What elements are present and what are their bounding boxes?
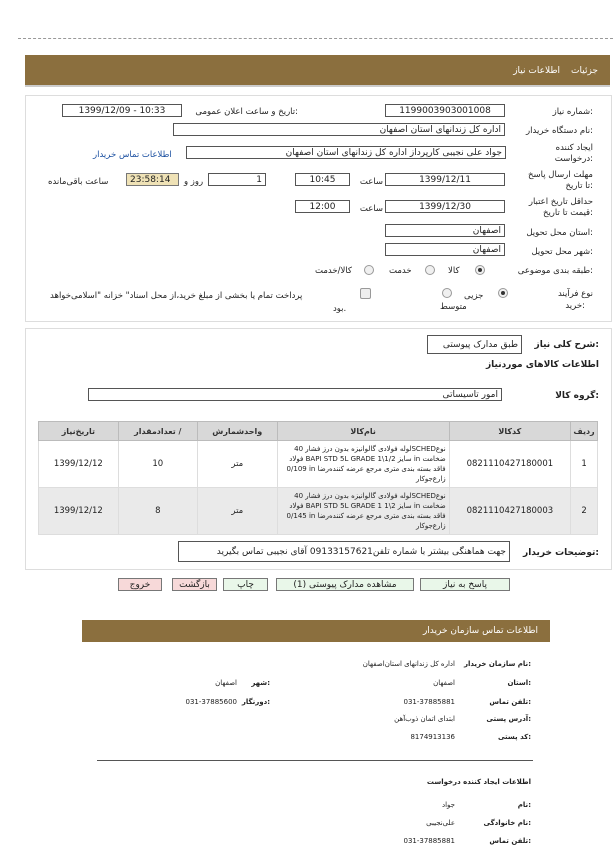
remaining-time: 23:58:14 (126, 173, 179, 186)
row-name-line: زارع‌جوکار (415, 475, 446, 483)
row-name-line: 0/109 in فاقد بسته بندی متری مرجع عرضه کننده‌رضا (286, 465, 446, 473)
row-code: 0821110427180001 (449, 441, 570, 488)
contact-org-value: اداره کل زندانهای استان‌اصفهان (362, 660, 455, 668)
table-row (39, 441, 598, 488)
deadline-date-field: 1399/12/11 (385, 173, 505, 186)
category-goods-label: کالا (448, 266, 460, 276)
row-code: 0821110427180003 (449, 488, 570, 535)
category-label: طبقه بندی موضوعی: (517, 266, 593, 276)
creator-first-name: جواد (441, 801, 455, 809)
row-name-line: فولاد BAPI STD 5L GRADE سایز 1/2\1 in ضخامت (289, 455, 446, 463)
city-label: شهر محل تحویل: (531, 247, 593, 257)
goods-group-label: گروه کالا: (555, 391, 599, 401)
creator-first-name-label: نام: (517, 801, 531, 809)
col-unit: واحدشمارش (197, 422, 277, 441)
announce-label: تاریخ و ساعت اعلان عمومی: (195, 107, 298, 117)
col-qty: تعدادمقدار / (118, 422, 197, 441)
row-date: 1399/12/12 (39, 488, 119, 535)
row-name-line: فولاد BAPI STD 5L GRADE سایز 2\1 1 in ضخامت (289, 502, 446, 510)
category-radio-service[interactable] (425, 265, 435, 275)
buyer-org-field: اداره کل زندانهای استان اصفهان (173, 123, 505, 136)
reply-button[interactable]: پاسخ به نیاز (420, 578, 510, 591)
treasury-checkbox[interactable] (360, 288, 371, 299)
category-radio-goods[interactable] (475, 265, 485, 275)
creator-label-1: ایجاد کننده (555, 143, 593, 153)
row-date: 1399/12/12 (39, 441, 119, 488)
creator-label-2: درخواست: (554, 154, 593, 164)
row-index: 1 (571, 441, 598, 488)
contact-province-value: اصفهان (433, 679, 455, 687)
goods-group-field: امور تاسیساتی (88, 388, 502, 401)
breadcrumb-details[interactable]: جزئیات (571, 66, 598, 76)
creator-last-name: علی‌نجیبی (426, 819, 455, 827)
validity-time-field: 12:00 (295, 200, 350, 213)
page-header (25, 55, 610, 87)
validity-time-label: ساعت (359, 204, 383, 214)
process-medium-label: متوسط (440, 302, 467, 312)
contact-address-label: آدرس پستی: (486, 715, 531, 723)
validity-date-field: 1399/12/30 (385, 200, 505, 213)
validity-label-2: قیمت تا تاریخ: (542, 208, 593, 218)
contact-city-label: شهر: (251, 679, 270, 687)
contact-phone-label: تلفن تماس: (489, 698, 531, 706)
creator-field: جواد علی نجیبی کارپرداز اداره کل زندانهای استان اصفهان (186, 146, 506, 159)
process-label-1: نوع فرآیند (557, 289, 593, 299)
buyer-notes-label: توضیحات خریدار: (523, 548, 599, 558)
need-number-label: شماره نیاز: (552, 107, 593, 117)
category-radio-both[interactable] (364, 265, 374, 275)
province-field: اصفهان (385, 224, 505, 237)
print-button[interactable]: چاپ (223, 578, 268, 591)
row-name-line: لوله فولادی گالوانیزه بدون درز فشار 40SCHEDنوع (294, 492, 446, 500)
contact-postal-value: 8174913136 (410, 733, 455, 741)
row-unit: متر (197, 488, 277, 535)
process-radio-minor[interactable] (498, 288, 508, 298)
category-both-label: کالا/خدمت (315, 266, 352, 276)
deadline-time-field: 10:45 (295, 173, 350, 186)
summary-field: طبق مدارک پیوستی (427, 335, 522, 354)
city-field: اصفهان (385, 243, 505, 256)
days-label: روز و (184, 177, 204, 187)
announce-field: 1399/12/09 - 10:33 (62, 104, 182, 117)
col-name: نام‌کالا (277, 422, 449, 441)
contact-address-value: ابتدای اتمان ذوب‌آهن (394, 715, 455, 723)
goods-section-title: اطلاعات کالاهای موردنیاز (485, 360, 599, 370)
deadline-time-label: ساعت (359, 177, 383, 187)
buyer-contact-link[interactable]: اطلاعات تماس خریدار (93, 150, 172, 160)
process-label-2: خرید: (565, 301, 585, 311)
days-field: 1 (208, 173, 266, 186)
table-row (39, 488, 598, 535)
contact-postal-label: کد پستی: (497, 733, 531, 741)
province-label: استان محل تحویل: (526, 228, 593, 238)
breadcrumb-need-info[interactable]: اطلاعات نیاز (513, 66, 560, 76)
row-index: 2 (571, 488, 598, 535)
buyer-notes-field: جهت هماهنگی بیشتر با شماره تلفن09133157621 آقای نجیبی تماس بگیرید (178, 541, 510, 562)
contact-title: اطلاعات تماس سازمان خریدار (422, 626, 538, 636)
row-qty: 10 (118, 441, 197, 488)
contact-phone-value: 031-37885881 (403, 698, 455, 706)
row-name (277, 488, 449, 535)
process-radio-medium[interactable] (442, 288, 452, 298)
goods-table (38, 421, 598, 535)
creator-info-title: اطلاعات ایجاد کننده درخواست (426, 778, 531, 786)
category-service-label: خدمت (389, 266, 412, 276)
contact-city-value: اصفهان (215, 679, 237, 687)
creator-phone-label: تلفن تماس: (489, 837, 531, 845)
row-unit: متر (197, 441, 277, 488)
back-button[interactable]: بازگشت (172, 578, 217, 591)
col-index: ردیف (571, 422, 598, 441)
contact-header (82, 620, 550, 642)
exit-button[interactable]: خروج (118, 578, 162, 591)
contact-fax-value: 031-37885600 (185, 698, 237, 706)
col-date: تاریخ‌نیاز (39, 422, 119, 441)
contact-fax-label: دورنگار: (241, 698, 270, 706)
deadline-label-1: مهلت ارسال پاسخ (528, 170, 593, 180)
contact-org-label: نام سازمان خریدار: (463, 660, 531, 668)
contact-province-label: استان: (507, 679, 531, 687)
treasury-note-1: پرداخت تمام یا بخشی از مبلغ خرید،از محل اسناد" خزانه "اسلامی‌خواهد (50, 291, 303, 301)
treasury-note-2: بود. (333, 304, 347, 314)
contact-divider (97, 760, 533, 761)
process-minor-label: جزیی (464, 291, 484, 301)
col-code: کدکالا (449, 422, 570, 441)
row-name-line: لوله فولادی گالوانیزه بدون درز فشار 40SCHEDنوع (294, 445, 446, 453)
attachments-button[interactable]: مشاهده مدارک پیوستی (1) (276, 578, 414, 591)
row-name (277, 441, 449, 488)
deadline-label-2: تا تاریخ: (565, 181, 593, 191)
need-number-field: 1199003903001008 (385, 104, 505, 117)
row-name-line: 0/145 in فاقد بسته بندی متری مرجع عرضه کننده‌رضا (286, 512, 446, 520)
buyer-org-label: نام دستگاه خریدار: (526, 126, 593, 136)
creator-last-name-label: نام خانوادگی: (483, 819, 531, 827)
row-name-line: زارع‌جوکار (415, 522, 446, 530)
validity-label-1: حداقل تاریخ اعتبار (528, 197, 593, 207)
creator-phone: 031-37885881 (403, 837, 455, 845)
top-divider (18, 38, 613, 39)
row-qty: 8 (118, 488, 197, 535)
summary-label: شرح کلی نیاز: (534, 340, 599, 350)
remaining-label: ساعت باقی‌مانده (48, 177, 109, 187)
